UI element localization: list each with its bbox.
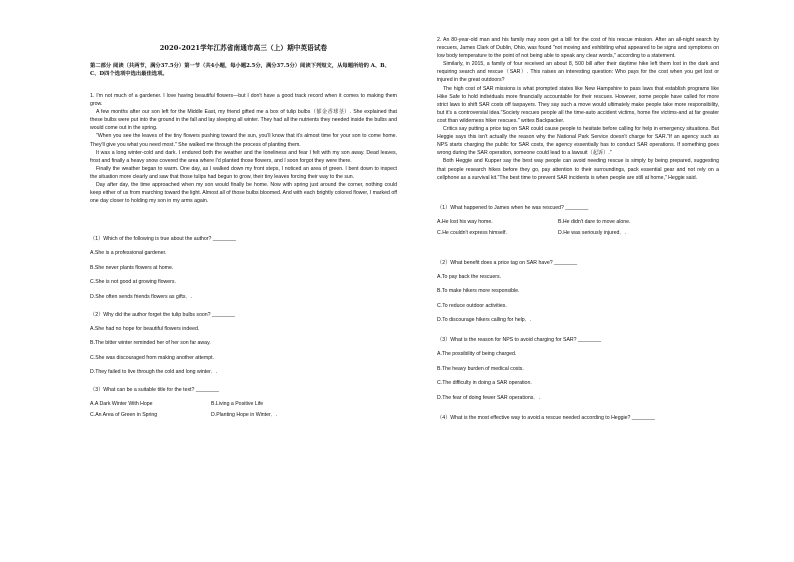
question-7 [437,414,719,422]
passage-paragraph: 1. I'm not much of a gardener. I love having beautiful flowers—but I don't have a good track record when it comes to making them grow. [90,93,397,108]
left-column [90,36,397,419]
options-grid [437,218,719,237]
passage-paragraph: 2. An 80-year-old man and his family may soon get a bill for the cost of his rescue mission. After an all-night search by rescuers, James Clark of Dublin, Ohio, was found "not moving and exhibiting what appeared to be signs and symptoms on low body temperature to the point of not being able to speak any clear words," according to a statement. [437,37,719,60]
page-title: 2020-2021学年江苏省南通市高三（上）期中英语试卷 [159,44,328,52]
question-3 [90,386,397,419]
passage-paragraph: Similarly, in 2015, a family of four received an about 8, 500 bill after their daytime hike left them lost in the dark and requiring search and rescue（SAR）. This raises an interesting question: Who pays for the cost when you get lost or injured in the great outdoors? [437,61,719,84]
passage-2 [437,36,719,182]
question-stem: （2）Why did the author forget the tulip bulbs soon? ________ [90,311,236,318]
question-2 [90,311,397,377]
option-b: B.He didn't dare to move alone. [558,218,631,225]
option-d: D.She often sends friends flowers as gifts．. [90,293,193,300]
option-d: D.They failed to live through the cold and long winter．. [90,369,218,376]
question-stem: （2）What benefit does a price tag on SAR have? ________ [437,259,578,266]
option-a: A.She is a professional gardener. [90,250,167,257]
option-d: D.The fear of doing fewer SAR operations．. [437,394,540,401]
question-6 [437,336,719,402]
question-stem: （1）Which of the following is true about the author? ________ [90,236,236,243]
passage-paragraph: Both Heggie and Kupper say the best way people can avoid needing rescue is simply by being prepared, suggesting that people research hikes before they go, pay attention to their surroundings, pack essential gear and not rely on a cellphone as a survival kit."The best time to prevent SAR incidents is when people are still at home," Heggie said. [437,158,719,181]
option-b: B.The heavy burden of medical costs. [437,365,524,372]
option-c: C.An Area of Green in Spring [90,412,158,419]
passage-paragraph: It was a long winter-cold and dark. I endured both the weather and the loneliness and fear I felt with my son away. Dead leaves, frost and finally a heavy snow covered the area where I'd planted those flowers, and I soon forgot they were there. [90,149,397,164]
question-5 [437,259,719,325]
option-b: B.Living a Positive Life [211,401,264,408]
question-stem: （3）What is the reason for NPS to avoid charging for SAR? ________ [437,337,602,344]
options-grid [90,400,397,419]
option-d: D.He was seriously injured．. [558,229,627,236]
question-4 [437,204,719,237]
passage-paragraph: The high cost of SAR missions is what prompted states like New Hampshire to pass laws that establish programs like Hike Safe to hold individuals more financially accountable for their rescues. However, some people have called for more strict laws to shift SAR costs off taxpayers. They say such a move would ultimately make people take more responsibility, but it's a controversial idea."Society rescues people all the time-auto accident victims, home fire victims-and at far greater cost than wilderness hiker rescues." writes Backpacker. [437,85,719,124]
question-stem: （3）What can be a suitable title for the text? ________ [90,387,219,394]
passage-paragraph: "When you see the leaves of the tiny flowers pushing toward the sun, you'll know that it's almost time for your son to come home. They'll give you what you need most." She walked me through the process of planting them. [90,133,397,148]
option-a: A.She had no hope for beautiful flowers indeed. [90,325,200,332]
passage-paragraph: Critics say putting a price tag on SAR could cause people to hesitate before calling for help in emergency situations. But Heggie says this isn't actually the reason why the National Park Service doesn't charge for SAR."If an agency such as NPS starts charging the public for SAR costs, the agency essentially has to conduct SAR operations. If something goes wrong during the SAR operation, someone could lead to a lawsuit（起诉）." [437,126,719,157]
option-c: C.She is not good at growing flowers. [90,279,176,286]
option-a: A.The possibility of being charged. [437,351,517,358]
passage-paragraph: Day after day, the time approached when my son would finally be home. Now with spring just around the corner, nothing could keep either of us from marching toward the light. Almost all of those bulbs bloomed. And with each brightly colored flower, I marked off one day closer to holding my son in my arms again. [90,182,397,205]
option-a: A.To pay back the rescuers. [437,273,502,280]
option-c: C.The difficulty in doing a SAR operation. [437,380,532,387]
passage-paragraph: A few months after our son left for the Middle East, my friend gifted me a box of tulip bulbs（郁金香球茎）. She explained that these bulbs were put into the ground in the fall and lay sleeping all winter. They had all the nutrients they needed inside the bulbs and would come out in the spring. [90,109,397,132]
question-1 [90,235,397,301]
passage-paragraph: Finally the weather began to warm. One day, as I walked down my front steps, I noticed an area of green. I bent down to inspect the situation more clearly and saw that those tulips had begun to grow, their tiny leaves forcing their way to the sun. [90,165,397,180]
option-c: C.He couldn't express himself. [437,229,507,236]
passage-1 [90,92,397,205]
option-d: D.Planting Hope in Winter．. [211,412,278,419]
right-column [437,36,719,428]
option-a: A.A Dark Winter With Hope [90,401,153,408]
option-b: B.To make hikers more responsible. [437,288,520,295]
option-c: C.To reduce outdoor activities. [437,302,507,309]
section-instructions: 第二部分 阅读（共两节，满分37.5分）第一节（共4小题，每小题2.5分，满分37.5分）阅读下列短文，从每题所给的 A、B、C、D四个选项中选出最佳选项。 [90,63,390,77]
option-c: C.She was discouraged from making another attempt. [90,354,214,361]
option-b: B.The bitter winter reminded her of her son far away. [90,340,211,347]
option-a: A.He lost his way home. [437,218,493,225]
question-stem: （4）What is the most effective way to avoid a rescue needed according to Heggie? ________ [437,414,655,421]
option-b: B.She never plants flowers at home. [90,264,174,271]
option-d: D.To discourage hikers calling for help．. [437,317,532,324]
question-stem: （1）What happened to James when he was rescued? ________ [437,204,589,211]
